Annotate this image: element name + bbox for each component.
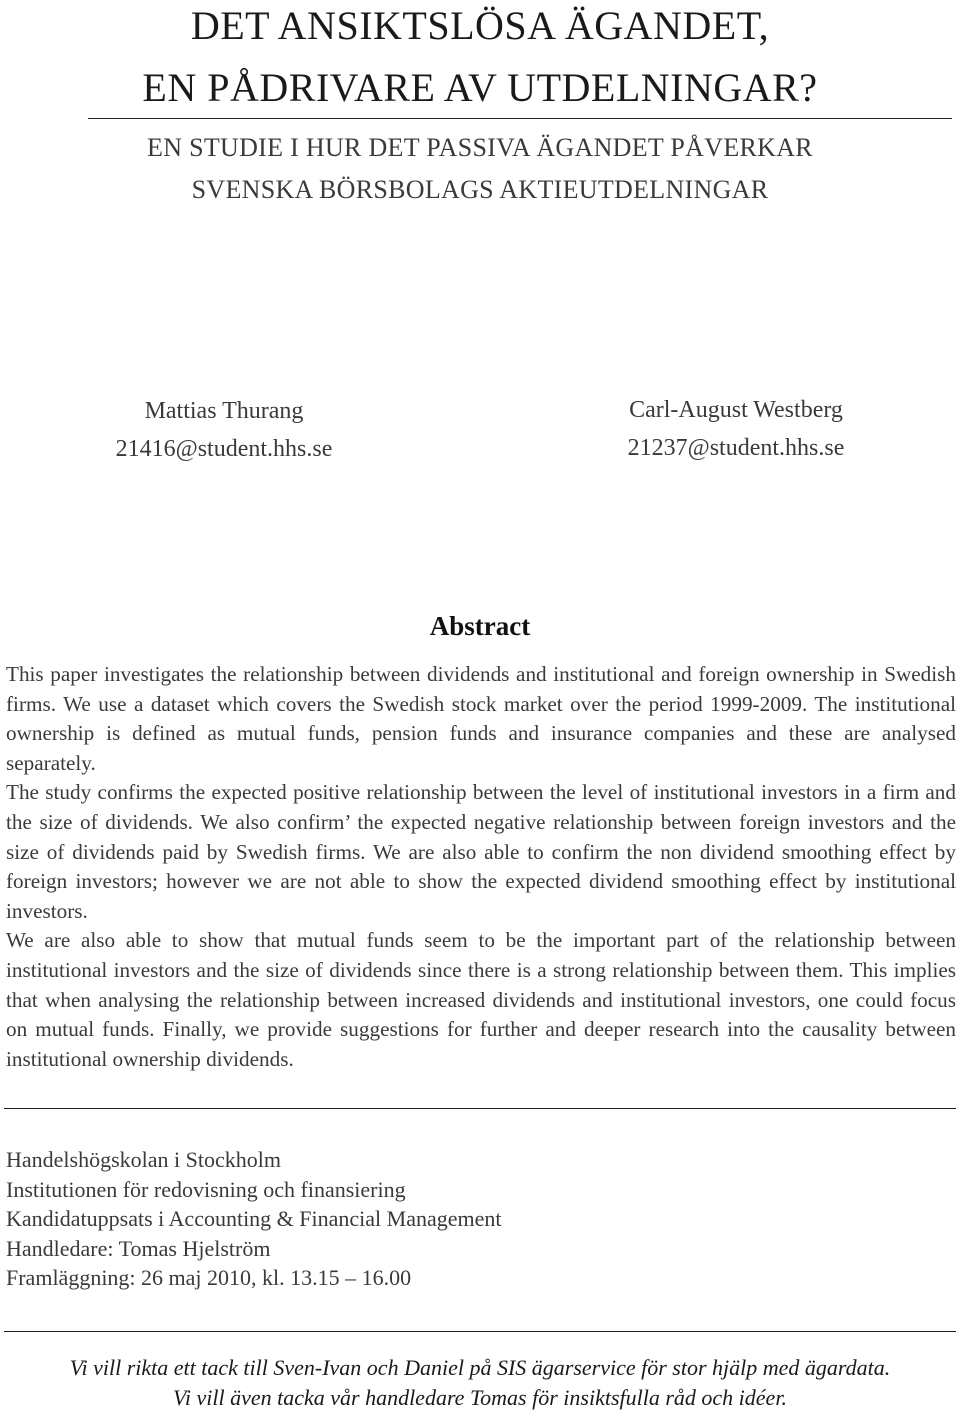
author-2-name: Carl-August Westberg: [629, 397, 843, 423]
abstract-paragraph-3: We are also able to show that mutual funds seem to be the important part of the relationship between institutional investors and the size of dividends since there is a strong relationship between them. This implies that when analysing the relationship between increased dividends and institutional investors, one could focus on mutual funds. Finally, we provide suggestions for further and deeper research into the causality between institutional ownership dividends.: [6, 928, 956, 1071]
abstract-divider: [4, 1108, 956, 1109]
author-1: [4, 397, 444, 463]
supervisor: Handledare: Tomas Hjelström: [6, 1235, 271, 1261]
page-title-line-1: DET ANSIKTSLÖSA ÄGANDET,: [190, 3, 770, 48]
abstract-body: [6, 660, 956, 1074]
abstract-paragraph-2: The study confirms the expected positive relationship between the level of institutional investors in a firm and the size of dividends. We also confirm’ the expected negative relationship between foreign investors and the size of dividends paid by Swedish firms. We are also able to confirm the non dividend smoothing effect by foreign investors; however we are not able to show the expected dividend smoothing effect by institutional investors.: [6, 780, 956, 923]
footer-divider: [4, 1331, 956, 1332]
thesis-type: Kandidatuppsats i Accounting & Financial Management: [6, 1206, 502, 1232]
presentation-date: Framläggning: 26 maj 2010, kl. 13.15 – 16.00: [6, 1265, 412, 1291]
subtitle-line-2: SVENSKA BÖRSBOLAGS AKTIEUTDELNINGAR: [191, 175, 769, 204]
school-name: Handelshögskolan i Stockholm: [6, 1147, 281, 1172]
department-name: Institutionen för redovisning och finansiering: [6, 1176, 406, 1202]
acknowledgement: [0, 1353, 960, 1413]
author-1-email[interactable]: 21416@student.hhs.se: [115, 436, 333, 462]
acknowledgement-line-2: Vi vill även tacka vår handledare Tomas för insiktsfulla råd och idéer.: [173, 1385, 787, 1410]
abstract-heading: Abstract: [429, 611, 531, 641]
thesis-info: [6, 1145, 906, 1293]
abstract-paragraph-1: This paper investigates the relationship between dividends and institutional and foreign ownership in Swedish firms. We use a dataset which covers the Swedish stock market over the period 1999-2009. The institutional ownership is defined as mutual funds, pension funds and insurance companies and these are analysed separately.: [6, 662, 956, 775]
author-2-email[interactable]: 21237@student.hhs.se: [627, 435, 845, 461]
author-1-name: Mattias Thurang: [144, 398, 304, 424]
acknowledgement-line-1: Vi vill rikta ett tack till Sven-Ivan och Daniel på SIS ägarservice för stor hjälp med ägardata.: [69, 1355, 891, 1380]
page-title-line-2: EN PÅDRIVARE AV UTDELNINGAR?: [142, 65, 818, 110]
subtitle-line-1: EN STUDIE I HUR DET PASSIVA ÄGANDET PÅVERKAR: [147, 133, 813, 162]
author-2: [516, 396, 956, 462]
title-divider: [88, 118, 952, 119]
